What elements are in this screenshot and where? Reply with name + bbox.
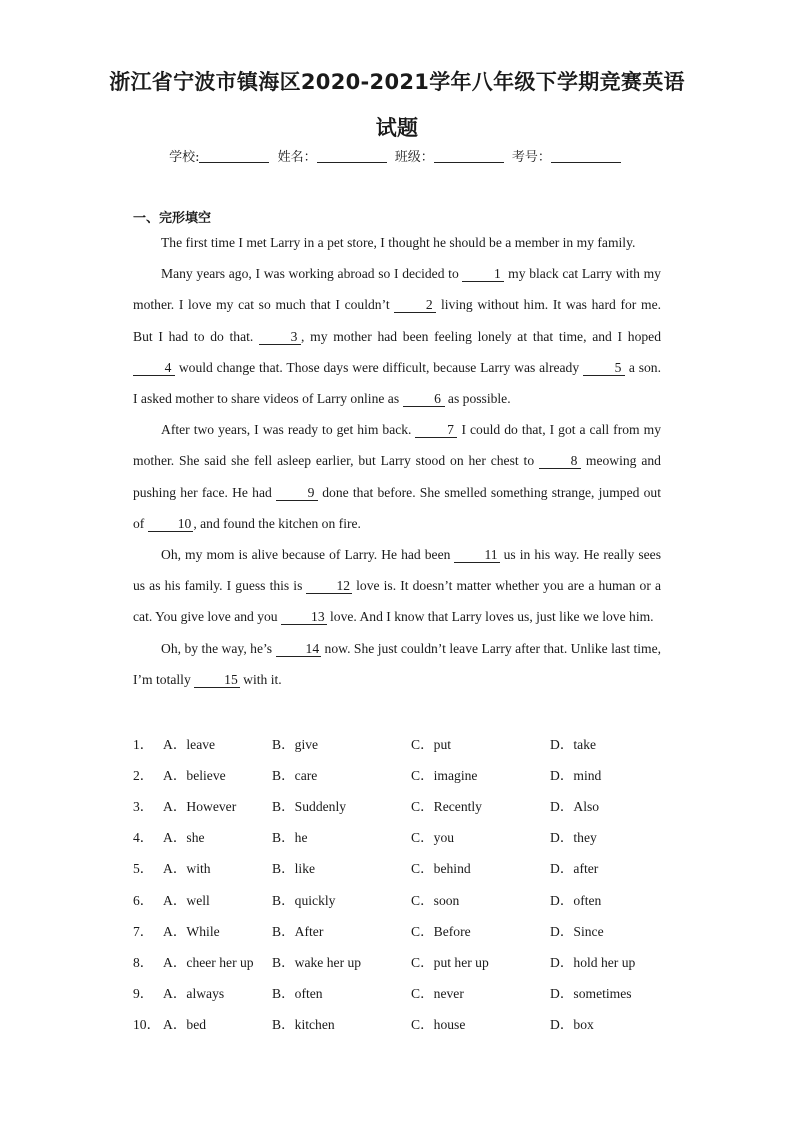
question-number: 8． <box>133 954 154 970</box>
passage-paragraph-5 <box>133 633 661 695</box>
option-a[interactable]: A．While <box>163 923 220 939</box>
option-c[interactable]: C．imagine <box>411 767 478 783</box>
passage-text: done that before. She smelled something strange, jumped out of <box>133 484 662 531</box>
passage-text: love. And I know that Larry loves us, just like we love him. <box>326 609 654 625</box>
blank-9[interactable]: 9 <box>276 485 318 501</box>
passage-paragraph-3 <box>133 414 661 539</box>
option-b[interactable]: B．often <box>272 986 323 1002</box>
passage-text: would change that. Those days were difficult, because Larry was already <box>175 359 583 375</box>
option-b[interactable]: B．he <box>272 830 308 846</box>
passage-text: The first time I met Larry in a pet store, I thought he should be a member in my family. <box>161 235 636 250</box>
document-title-line1: 浙江省宁波市镇海区2020-2021学年八年级下学期竞赛英语 <box>109 70 685 94</box>
option-b[interactable]: B．After <box>272 923 324 939</box>
option-b[interactable]: B．care <box>272 767 318 783</box>
question-number: 9． <box>133 986 154 1002</box>
blank-10[interactable]: 10 <box>148 516 194 532</box>
question-number: 4． <box>133 830 154 846</box>
number-label: 考号： <box>511 150 551 165</box>
option-c[interactable]: C．put <box>411 736 452 752</box>
name-label: 姓名： <box>277 150 317 165</box>
option-a[interactable]: A．However <box>163 798 237 814</box>
passage-paragraph-4 <box>133 539 661 633</box>
student-info-line <box>0 146 794 165</box>
blank-8[interactable]: 8 <box>539 453 581 469</box>
question-number: 10． <box>133 1017 161 1033</box>
option-d[interactable]: D．hold her up <box>550 954 636 970</box>
question-row <box>133 758 693 789</box>
school-label: 学校: <box>169 150 200 165</box>
option-c[interactable]: C．Before <box>411 923 471 939</box>
cloze-passage <box>133 227 661 695</box>
question-row <box>133 852 693 883</box>
blank-13[interactable]: 13 <box>281 609 327 625</box>
passage-text: a son. I asked mother to share videos of Larry online as <box>133 359 661 407</box>
passage-text: Many years ago, I was working abroad so I decided to <box>161 266 463 282</box>
option-b[interactable]: B．Suddenly <box>272 798 347 814</box>
passage-text: now. She just couldn’t leave Larry after that. Unlike last time, I’m totally <box>133 640 662 687</box>
option-a[interactable]: A．with <box>163 861 211 877</box>
blank-2[interactable]: 2 <box>394 297 436 313</box>
question-number: 6． <box>133 892 154 908</box>
option-a[interactable]: A．bed <box>163 1017 207 1033</box>
passage-text: living without him. It was hard for me. But I had to do that. <box>133 297 661 344</box>
option-b[interactable]: B．like <box>272 861 316 877</box>
question-row <box>133 945 693 976</box>
question-row <box>133 821 693 852</box>
option-a[interactable]: A．leave <box>163 736 216 752</box>
passage-text: love is. It doesn’t matter whether you are a human or a cat. You give love and you <box>133 578 661 625</box>
blank-4[interactable]: 4 <box>133 360 175 376</box>
blank-7[interactable]: 7 <box>415 422 457 438</box>
option-d[interactable]: D．they <box>550 830 597 846</box>
option-d[interactable]: D．sometimes <box>550 986 632 1002</box>
option-a[interactable]: A．well <box>163 892 210 908</box>
blank-3[interactable]: 3 <box>259 329 301 345</box>
option-c[interactable]: C．soon <box>411 892 460 908</box>
passage-text: After two years, I was ready to get him back. <box>161 422 416 438</box>
option-c[interactable]: C．never <box>411 986 464 1002</box>
blank-5[interactable]: 5 <box>583 360 625 376</box>
blank-12[interactable]: 12 <box>306 578 352 594</box>
blank-11[interactable]: 11 <box>454 547 499 563</box>
question-number: 5． <box>133 861 154 877</box>
passage-text: us in his way. He really sees us as his family. I guess this is <box>133 547 661 594</box>
option-b[interactable]: B．give <box>272 736 319 752</box>
passage-text: my black cat Larry with my mother. I love my cat so much that I couldn’t <box>133 266 661 313</box>
question-row <box>133 727 693 758</box>
passage-paragraph-1 <box>133 227 661 258</box>
option-a[interactable]: A．cheer her up <box>163 954 254 970</box>
option-d[interactable]: D．take <box>550 736 597 752</box>
passage-text: Oh, my mom is alive because of Larry. He had been <box>161 547 455 563</box>
question-row <box>133 914 693 945</box>
question-row <box>133 977 693 1008</box>
passage-text: with it. <box>239 671 282 687</box>
passage-text: as possible. <box>444 391 511 407</box>
name-field[interactable] <box>317 149 387 163</box>
option-c[interactable]: C．house <box>411 1017 466 1033</box>
question-number: 2． <box>133 767 154 783</box>
class-label: 班级： <box>394 150 434 165</box>
option-a[interactable]: A．she <box>163 830 205 846</box>
question-row <box>133 1008 693 1039</box>
passage-text: , and found the kitchen on fire. <box>193 515 361 531</box>
passage-text: meowing and pushing her face. He had <box>133 453 661 500</box>
option-c[interactable]: C．behind <box>411 861 471 877</box>
option-d[interactable]: D．box <box>550 1017 594 1033</box>
option-c[interactable]: C．you <box>411 830 455 846</box>
option-c[interactable]: C．Recently <box>411 798 482 814</box>
document-title-line2: 试题 <box>375 116 419 140</box>
question-number: 3． <box>133 798 154 814</box>
passage-text: Oh, by the way, he’s <box>161 640 276 656</box>
option-d[interactable]: D．often <box>550 892 602 908</box>
option-b[interactable]: B．wake her up <box>272 954 362 970</box>
question-number: 7． <box>133 923 154 939</box>
blank-14[interactable]: 14 <box>276 641 322 657</box>
question-options-list <box>133 727 693 1039</box>
blank-1[interactable]: 1 <box>462 266 504 282</box>
option-c[interactable]: C．put her up <box>411 954 489 970</box>
section-title: 一、完形填空 <box>133 211 212 226</box>
option-a[interactable]: A．always <box>163 986 225 1002</box>
option-d[interactable]: D．mind <box>550 767 602 783</box>
blank-6[interactable]: 6 <box>403 391 445 407</box>
class-field[interactable] <box>434 149 504 163</box>
question-row <box>133 789 693 820</box>
blank-15[interactable]: 15 <box>194 672 240 688</box>
number-field[interactable] <box>551 149 621 163</box>
passage-text: , my mother had been feeling lonely at that time, and I hoped <box>301 328 661 344</box>
option-b[interactable]: B．kitchen <box>272 1017 335 1033</box>
school-field[interactable] <box>199 149 269 163</box>
option-d[interactable]: D．after <box>550 861 599 877</box>
option-d[interactable]: D．Also <box>550 798 600 814</box>
question-row <box>133 883 693 914</box>
option-a[interactable]: A．believe <box>163 767 226 783</box>
question-number: 1． <box>133 736 154 752</box>
passage-text: I could do that, I got a call from my mother. She said she fell asleep earlier, but Larry stood on her chest to <box>133 422 661 469</box>
option-d[interactable]: D．Since <box>550 923 604 939</box>
passage-paragraph-2 <box>133 258 661 414</box>
option-b[interactable]: B．quickly <box>272 892 336 908</box>
